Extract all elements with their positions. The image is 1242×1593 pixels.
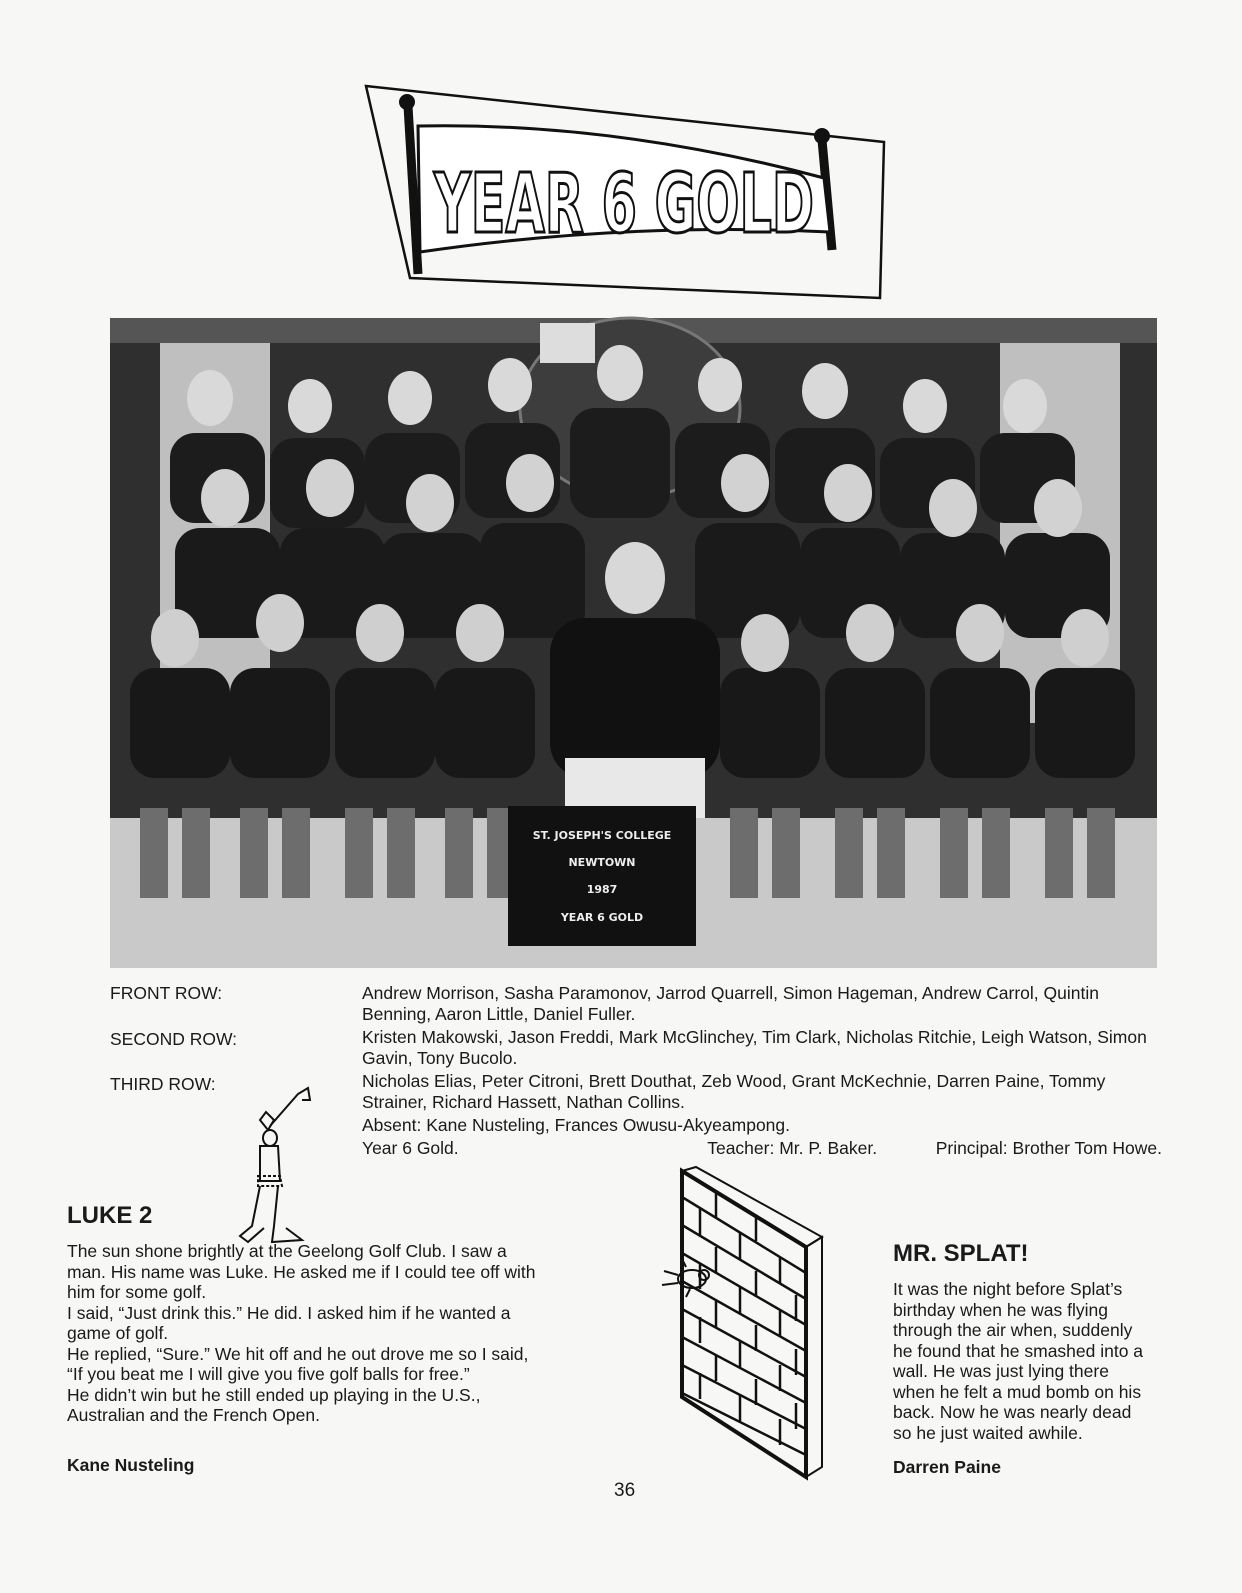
story-line: man. His name was Luke. He asked me if I could tee off with [67, 1261, 536, 1282]
front-row-label: FRONT ROW: [110, 983, 223, 1003]
brick-wall-drawing [656, 1167, 856, 1487]
story-line: through the air when, suddenly [893, 1320, 1133, 1340]
third-row-label: THIRD ROW: [110, 1074, 216, 1094]
page-number: 36 [614, 1480, 636, 1501]
story-line: birthday when he was flying [893, 1299, 1108, 1320]
class-name: Year 6 Gold. [362, 1138, 459, 1158]
story-line: “If you beat me I will give you five golf balls for free.” [67, 1364, 470, 1384]
photo-caption [362, 983, 1162, 1159]
story-line: game of golf. [67, 1323, 169, 1343]
story-line: he found that he smashed into a [893, 1340, 1144, 1361]
story-line: I said, “Just drink this.” He did. I asked him if he wanted a [67, 1302, 511, 1323]
sign-line-school: ST. JOSEPH'S COLLEGE [532, 829, 672, 842]
story-title-splat: MR. SPLAT! [893, 1240, 1029, 1267]
story-line: him for some golf. [67, 1282, 207, 1302]
story-line: back. Now he was nearly dead [893, 1402, 1132, 1422]
story-title-luke: LUKE 2 [67, 1202, 153, 1229]
story-body-luke [67, 1241, 607, 1426]
front-row-names: Andrew Morrison, Sasha Paramonov, Jarrod Quarrell, Simon Hageman, Andrew Carrol, Quintin Benning, Aaron Little, Daniel Fuller. [362, 983, 1099, 1024]
story-author-luke: Kane Nusteling [67, 1455, 195, 1475]
third-row-names: Nicholas Elias, Peter Citroni, Brett Douthat, Zeb Wood, Grant McKechnie, Darren Paine, Tommy Strainer, Richard Hassett, Nathan Collins. [362, 1071, 1106, 1112]
golfer-drawing [230, 1086, 330, 1246]
sign-line-class: YEAR 6 GOLD [560, 911, 644, 924]
story-line: Australian and the French Open. [67, 1405, 320, 1425]
story-line: wall. He was just lying there [893, 1361, 1109, 1381]
sign-line-year: 1987 [586, 883, 618, 896]
story-body-splat [893, 1279, 1223, 1443]
class-photo [110, 318, 1157, 968]
year-6-gold-banner [364, 82, 894, 304]
story-line: The sun shone brightly at the Geelong Golf Club. I saw a [67, 1241, 507, 1261]
absent-note: Absent: Kane Nusteling, Frances Owusu-Akyeampong. [362, 1115, 790, 1135]
sign-line-suburb: NEWTOWN [568, 856, 636, 869]
second-row-names: Kristen Makowski, Jason Freddi, Mark McGlinchey, Tim Clark, Nicholas Ritchie, Leigh Watson, Simon Gavin, Tony Bucolo. [362, 1027, 1147, 1068]
story-line: so he just waited awhile. [893, 1422, 1083, 1443]
second-row-label: SECOND ROW: [110, 1029, 238, 1049]
story-author-splat: Darren Paine [893, 1457, 1001, 1477]
story-line: He didn’t win but he still ended up playing in the U.S., [67, 1384, 481, 1405]
principal-credit: Principal: Brother Tom Howe. [935, 1138, 1162, 1158]
teacher-credit: Teacher: Mr. P. Baker. [707, 1138, 878, 1158]
story-line: when he felt a mud bomb on his [893, 1381, 1142, 1402]
banner-title: YEAR 6 GOLD [433, 157, 814, 252]
story-line: He replied, “Sure.” We hit off and he out drove me so I said, [67, 1343, 529, 1364]
story-line: It was the night before Splat’s [893, 1279, 1123, 1299]
